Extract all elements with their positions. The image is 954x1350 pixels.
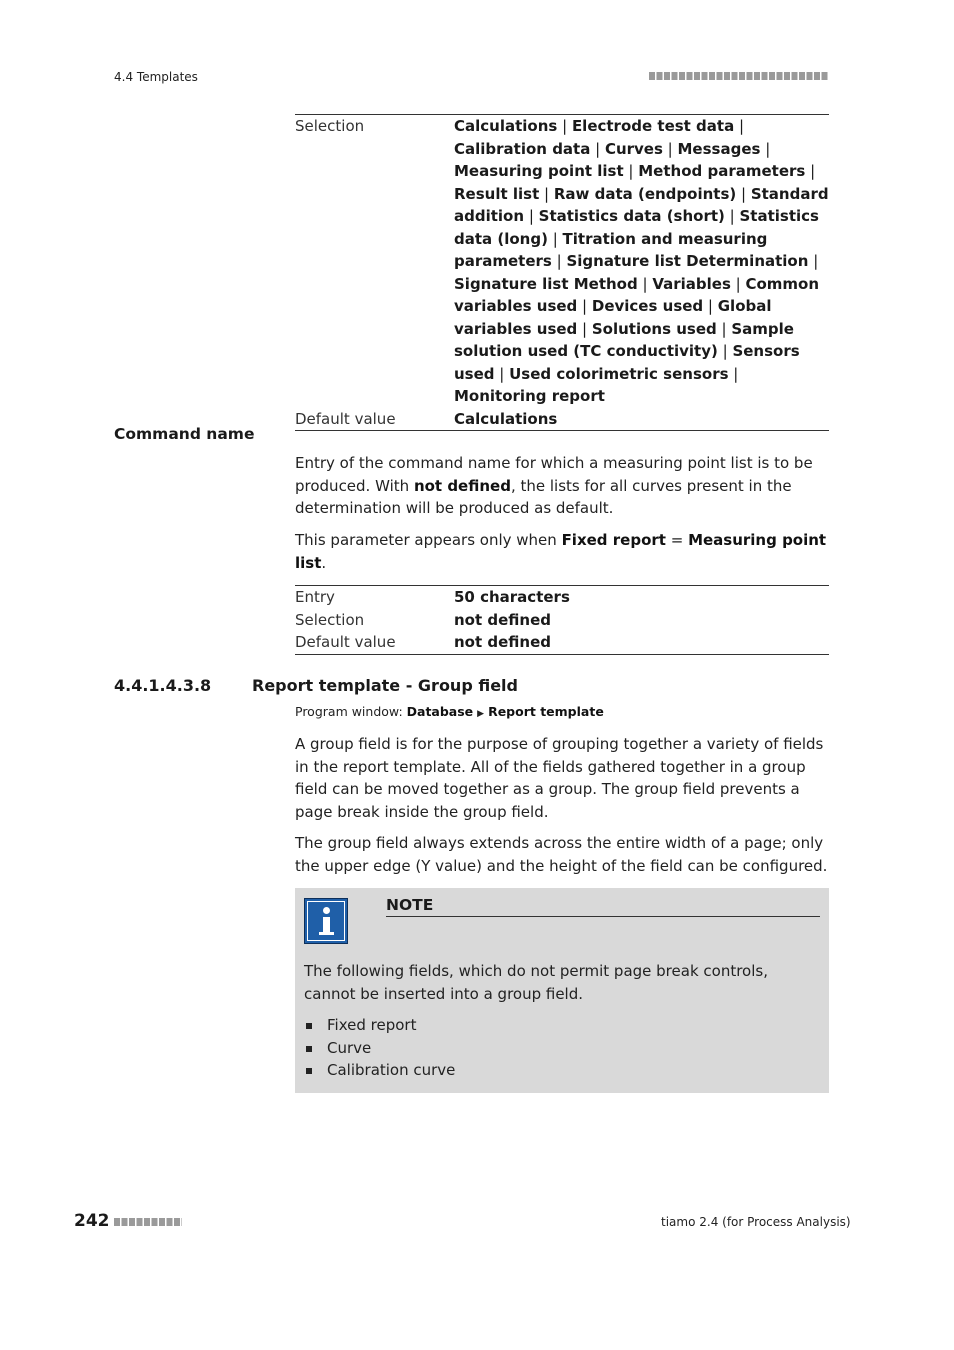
selection-option: Measuring point list	[454, 162, 624, 180]
separator: |	[734, 117, 745, 135]
list-item: Fixed report	[304, 1014, 455, 1037]
separator: |	[494, 364, 510, 383]
selection-option: Variables	[652, 274, 731, 293]
selection-option: Sensors used	[454, 342, 800, 383]
info-icon	[304, 898, 348, 944]
path-item-report-template: Report template	[488, 704, 604, 719]
separator: |	[703, 297, 718, 315]
table-row	[295, 408, 829, 431]
section-title: Report template - Group field	[252, 676, 518, 695]
separator: |	[524, 207, 539, 225]
separator: |	[577, 319, 592, 338]
selection-option: Messages	[677, 139, 761, 158]
table-value: not defined	[454, 633, 551, 651]
selection-option: Sample solution used (TC conductivity)	[454, 319, 794, 360]
selection-parameter-table	[295, 114, 829, 431]
product-name: tiamo 2.4 (for Process Analysis)	[661, 1215, 851, 1229]
selection-option: Devices used	[591, 297, 704, 315]
selection-option: Monitoring report	[454, 387, 605, 405]
note-text: The following fields, which do not permit page break controls, cannot be inserted into a group field.	[304, 962, 768, 1003]
separator: |	[577, 297, 592, 315]
text-run: Entry of the command name for which a measuring point list is to be produced. With	[295, 454, 813, 495]
text-run: This parameter appears only when	[295, 531, 562, 549]
separator: |	[805, 162, 816, 180]
table-key: Selection	[295, 610, 365, 629]
selection-option: Statistics data (long)	[454, 207, 819, 248]
selection-option: Statistics data (short)	[538, 207, 725, 225]
text-run-bold: not defined	[413, 476, 511, 495]
selection-option: Solutions used	[591, 319, 717, 338]
separator: |	[557, 117, 572, 135]
separator: |	[547, 229, 563, 248]
header-dots-decoration	[649, 72, 829, 80]
table-value: Calculations	[454, 409, 558, 428]
table-key: Default value	[295, 409, 396, 428]
selection-option: Raw data (endpoints)	[553, 184, 737, 203]
separator: |	[724, 207, 740, 225]
separator: |	[716, 319, 732, 338]
selection-option: Result list	[454, 184, 540, 203]
text-run-bold: Measuring point list	[295, 531, 827, 572]
text-run-bold: Fixed report	[561, 531, 666, 549]
selection-option: Used colorimetric sensors	[509, 364, 729, 383]
command-name-description	[295, 452, 829, 520]
text-run: =	[665, 531, 689, 549]
separator: |	[728, 364, 739, 383]
table-key: Selection	[295, 117, 365, 135]
parameter-title: Command name	[114, 425, 255, 443]
group-field-description: A group field is for the purpose of grouping together a variety of fields in the report template. All of the fields gathered together in a group field can be moved together as a group. The group field prevents a page break inside the group field.	[295, 735, 824, 821]
selection-option: Standard addition	[454, 184, 829, 225]
selection-option: Calibration data	[454, 139, 591, 158]
selection-option: Titration and measuring parameters	[454, 229, 768, 270]
table-key: Entry	[295, 588, 335, 606]
separator: |	[730, 274, 746, 293]
table-row	[295, 586, 829, 609]
list-item: Calibration curve	[304, 1059, 455, 1082]
separator: |	[637, 274, 653, 293]
separator: |	[551, 252, 567, 270]
selection-option: Signature list Determination	[566, 252, 809, 270]
path-label: Program window:	[295, 704, 407, 719]
table-key: Default value	[295, 633, 396, 651]
separator: |	[717, 342, 733, 360]
path-item-database: Database	[406, 704, 474, 719]
page-number: 242	[74, 1211, 110, 1231]
footer-dots-decoration	[114, 1218, 182, 1226]
separator: |	[623, 162, 639, 180]
table-value: 50 characters	[454, 588, 570, 606]
note-list	[304, 1014, 455, 1082]
note-box	[295, 888, 829, 1093]
table-row	[295, 609, 829, 632]
selection-option: Electrode test data	[571, 117, 735, 135]
group-field-width-note: The group field always extends across the entire width of a page; only the upper edge (Y value) and the height of the field can be configured.	[295, 834, 828, 875]
separator: |	[736, 184, 751, 203]
command-name-table	[295, 585, 829, 655]
program-window-path	[295, 704, 604, 719]
note-title: NOTE	[386, 896, 820, 917]
text-run: , the lists for all curves present in the determination will be produced as default.	[295, 476, 792, 517]
selection-option: Curves	[604, 139, 663, 158]
separator: |	[808, 252, 819, 270]
separator: |	[539, 184, 554, 203]
running-header: 4.4 Templates	[114, 70, 198, 84]
triangle-right-icon: ▶	[477, 709, 485, 719]
section-number: 4.4.1.4.3.8	[114, 676, 212, 695]
list-item: Curve	[304, 1037, 455, 1060]
command-name-condition	[295, 529, 829, 574]
selection-options-list	[454, 115, 829, 408]
separator: |	[760, 139, 771, 158]
separator: |	[662, 139, 678, 158]
selection-option: Method parameters	[638, 162, 806, 180]
table-row	[295, 115, 829, 408]
selection-option: Common variables used	[454, 274, 820, 315]
selection-option: Global variables used	[454, 297, 772, 338]
selection-option: Calculations	[454, 117, 558, 135]
text-run: .	[321, 553, 327, 572]
table-value: not defined	[454, 610, 551, 629]
separator: |	[590, 139, 605, 158]
table-row	[295, 631, 829, 654]
selection-option: Signature list Method	[454, 274, 638, 293]
